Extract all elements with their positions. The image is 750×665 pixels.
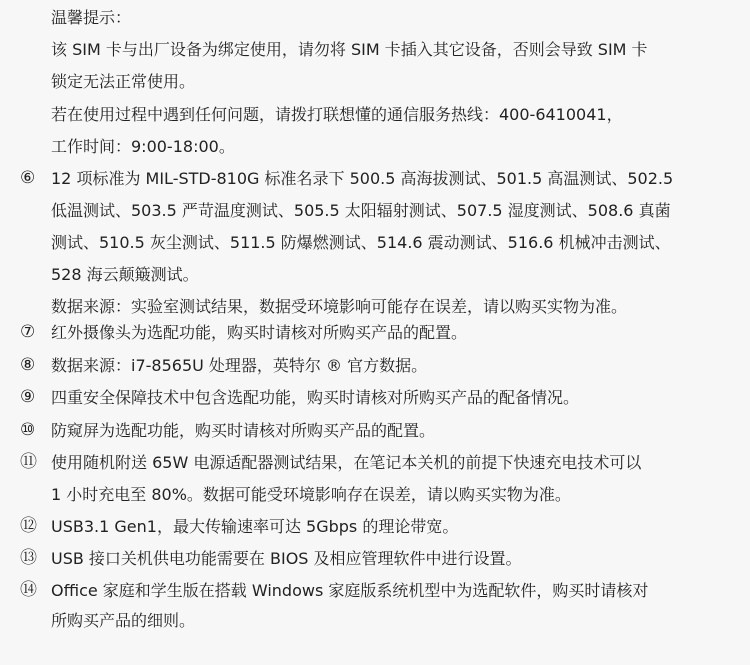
- footnote-line: 测试、510.5 灰尘测试、511.5 防爆燃测试、514.6 震动测试、516.6 机械冲击测试、: [51, 233, 671, 252]
- footnote-line: USB 接口关机供电功能需要在 BIOS 及相应管理软件中进行设置。: [51, 549, 522, 568]
- footnote-marker: ⑩: [20, 420, 36, 440]
- footnote-line: 低温测试、503.5 严苛温度测试、505.5 太阳辐射测试、507.5 湿度测试、508.6 真菌: [51, 201, 671, 220]
- footnote-line: 使用随机附送 65W 电源适配器测试结果，在笔记本关机的前提下快速充电技术可以: [51, 453, 642, 472]
- footnote-marker: ⑬: [20, 548, 37, 568]
- reminder-line: 该 SIM 卡与出厂设备为绑定使用，请勿将 SIM 卡插入其它设备，否则会导致 SIM 卡: [51, 40, 648, 59]
- footnote-line: 数据来源：实验室测试结果，数据受环境影响可能存在误差，请以购买实物为准。: [51, 297, 628, 316]
- footnote-line: 12 项标准为 MIL-STD-810G 标准名录下 500.5 高海拔测试、501.5 高温测试、502.5: [51, 169, 674, 188]
- footnote-marker: ⑧: [20, 355, 36, 375]
- footnote-marker: ⑦: [20, 322, 36, 342]
- footnote-marker: ⑨: [20, 387, 36, 407]
- footnote-marker: ⑪: [20, 452, 37, 472]
- footnote-line: 防窥屏为选配功能，购买时请核对所购买产品的配置。: [51, 421, 436, 440]
- footnote-marker: ⑫: [20, 516, 37, 536]
- footnote-marker: ⑥: [20, 168, 36, 188]
- footnote-line: USB3.1 Gen1，最大传输速率可达 5Gbps 的理论带宽。: [51, 517, 459, 536]
- footnote-line: 所购买产品的细则。: [51, 611, 196, 630]
- footnote-line: 528 海云颠簸测试。: [51, 265, 199, 284]
- footnote-line: 1 小时充电至 80%。数据可能受环境影响存在误差，请以购买实物为准。: [51, 485, 571, 504]
- footnote-line: Office 家庭和学生版在搭载 Windows 家庭版系统机型中为选配软件，购买时请核对: [51, 581, 649, 600]
- reminder-line: 工作时间：9:00-18:00。: [51, 137, 235, 156]
- footnote-line: 四重安全保障技术中包含选配功能，购买时请核对所购买产品的配备情况。: [51, 388, 580, 407]
- footnote-line: 红外摄像头为选配功能，购买时请核对所购买产品的配置。: [51, 323, 468, 342]
- reminder-line: 若在使用过程中遇到任何问题，请拨打联想懂的通信服务热线：400-6410041，: [51, 105, 623, 124]
- footnote-marker: ⑭: [20, 580, 37, 600]
- reminder-line: 锁定无法正常使用。: [51, 72, 196, 91]
- reminder-heading: 温馨提示：: [51, 8, 132, 27]
- footnote-line: 数据来源：i7-8565U 处理器，英特尔 ® 官方数据。: [51, 356, 428, 375]
